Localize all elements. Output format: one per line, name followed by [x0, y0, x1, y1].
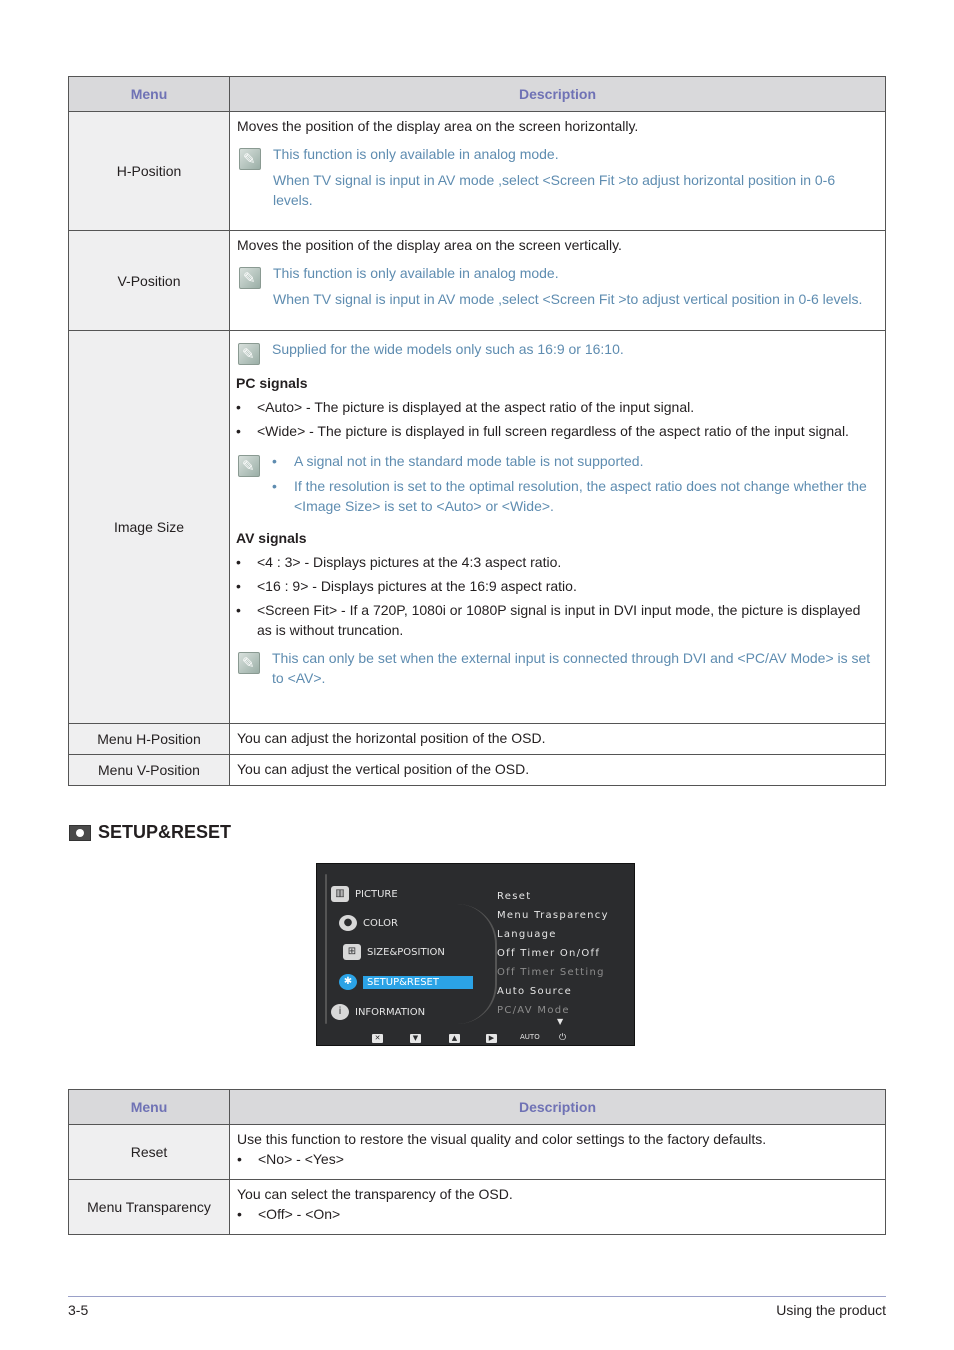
table-row: [69, 724, 886, 755]
note-text: This function is only available in analog mode.: [273, 265, 559, 281]
osd-left-bar: [325, 874, 327, 1024]
osd-item-label: PICTURE: [355, 888, 398, 900]
gear-icon: ✱: [339, 974, 357, 990]
list-item: • <Off> - <On>: [237, 1204, 877, 1224]
palette-icon: ●: [339, 915, 357, 931]
row-menu-reset: Reset: [69, 1125, 230, 1180]
note-text: Supplied for the wide models only such as 16:9 or 16:10.: [272, 341, 624, 357]
row-desc-image-size: [230, 331, 886, 724]
table-row: [69, 231, 886, 331]
row-menu-h-position: H-Position: [69, 112, 230, 231]
list-item: • <Auto> - The picture is displayed at the aspect ratio of the input signal.: [236, 397, 877, 417]
osd-subitem: Reset: [497, 891, 532, 902]
note-list-item: • A signal not in the standard mode table is not supported.: [272, 451, 877, 471]
row-desc-menu-h-position: You can adjust the horizontal position of the OSD.: [230, 724, 886, 755]
row-desc-menu-transparency: [230, 1180, 886, 1235]
arrow-right-icon: ▶: [486, 1034, 497, 1043]
option-list: [237, 1204, 877, 1224]
picture-icon: ▥: [331, 886, 349, 902]
table-row: [69, 755, 886, 786]
osd-item-label: INFORMATION: [355, 1006, 426, 1018]
note-text: This can only be set when the external input is connected through DVI and <PC/AV Mode> is set to <AV>.: [272, 650, 871, 686]
osd-subitem: Language: [497, 929, 557, 940]
table-row: [69, 331, 886, 724]
pc-signals-heading: PC signals: [236, 375, 308, 391]
table-header-row: [69, 77, 886, 112]
note-icon: [238, 455, 260, 477]
close-icon: ✕: [372, 1034, 383, 1043]
row-desc-h-position: [230, 112, 886, 231]
row-menu-menu-v-position: Menu V-Position: [69, 755, 230, 786]
osd-subitem: Off Timer Setting: [497, 967, 605, 978]
osd-button-bar: [317, 1030, 634, 1046]
desc-text: You can select the transparency of the OSD.: [237, 1186, 513, 1202]
osd-subitem: Menu Trasparency: [497, 910, 609, 921]
table-position-settings: [68, 76, 886, 786]
section-title: SETUP&RESET: [98, 822, 232, 842]
av-signals-heading: AV signals: [236, 530, 307, 546]
table-row: [69, 112, 886, 231]
note-text: When TV signal is input in AV mode ,select <Screen Fit >to adjust horizontal position in 0-6 levels.: [273, 172, 836, 208]
note: [237, 263, 877, 309]
note-text: This function is only available in analog mode.: [273, 146, 559, 162]
list-item: • <Wide> - The picture is displayed in full screen regardless of the aspect ratio of the input signal.: [236, 421, 877, 441]
osd-menu-screenshot: [316, 863, 635, 1046]
note: [236, 648, 877, 688]
row-menu-menu-transparency: Menu Transparency: [69, 1180, 230, 1235]
note-icon: [238, 343, 260, 365]
osd-item-label: SIZE&POSITION: [367, 946, 445, 958]
note-icon: [239, 267, 261, 289]
osd-subitem: PC/AV Mode: [497, 1005, 570, 1016]
page-number: 3-5: [68, 1302, 89, 1318]
av-signals-list: [236, 552, 877, 640]
option-list: [237, 1149, 877, 1169]
header-menu: Menu: [69, 1090, 230, 1125]
osd-arc: [457, 904, 497, 1024]
desc-text: Use this function to restore the visual quality and color settings to the factory defaults.: [237, 1131, 767, 1147]
list-item: • <No> - <Yes>: [237, 1149, 877, 1169]
note-text: When TV signal is input in AV mode ,select <Screen Fit >to adjust vertical position in 0-6 levels.: [273, 291, 863, 307]
power-icon: ⏻: [558, 1033, 567, 1043]
table-setup-reset: [68, 1089, 886, 1235]
header-description: Description: [230, 77, 886, 112]
osd-subitem: Off Timer On/Off: [497, 948, 601, 959]
osd-item-information: [331, 1004, 425, 1020]
chapter-title: Using the product: [776, 1302, 886, 1318]
osd-item-label: COLOR: [363, 917, 398, 929]
osd-item-picture: [331, 886, 398, 902]
header-description: Description: [230, 1090, 886, 1125]
info-icon: i: [331, 1004, 349, 1020]
desc-text: Moves the position of the display area on the screen horizontally.: [237, 118, 639, 134]
row-menu-image-size: Image Size: [69, 331, 230, 724]
note: [237, 144, 877, 210]
note: [236, 339, 877, 359]
header-menu: Menu: [69, 77, 230, 112]
row-menu-menu-h-position: Menu H-Position: [69, 724, 230, 755]
pc-signals-list: [236, 397, 877, 441]
osd-item-color: [339, 915, 398, 931]
list-item: • <4 : 3> - Displays pictures at the 4:3 aspect ratio.: [236, 552, 877, 572]
list-item: • <Screen Fit> - If a 720P, 1080i or 1080P signal is input in DVI input mode, the picture is displayed as is without truncation.: [236, 600, 877, 640]
section-heading: [69, 822, 231, 843]
osd-item-size-position: [343, 944, 445, 960]
arrow-up-icon: ▲: [449, 1034, 460, 1043]
row-menu-v-position: V-Position: [69, 231, 230, 331]
osd-subitem: Auto Source: [497, 986, 573, 997]
footer-divider: [68, 1296, 886, 1297]
desc-text: Moves the position of the display area on the screen vertically.: [237, 237, 622, 253]
row-desc-v-position: [230, 231, 886, 331]
note-icon: [239, 148, 261, 170]
row-desc-reset: [230, 1125, 886, 1180]
setup-reset-icon: [69, 825, 91, 841]
auto-label: AUTO: [520, 1033, 540, 1041]
chevron-down-icon: ▼: [557, 1017, 564, 1026]
note-icon: [238, 652, 260, 674]
note-list-item: • If the resolution is set to the optimal resolution, the aspect ratio does not change whether the <Image Size> is set to <Auto> or <Wide>.: [272, 476, 877, 516]
table-row: [69, 1180, 886, 1235]
arrow-down-icon: ▼: [410, 1034, 421, 1043]
osd-item-setup-reset: [339, 974, 473, 990]
osd-item-label-selected: SETUP&RESET: [363, 976, 473, 989]
table-row: [69, 1125, 886, 1180]
list-item: • <16 : 9> - Displays pictures at the 16:9 aspect ratio.: [236, 576, 877, 596]
osd-submenu: [497, 891, 609, 1024]
table-header-row: [69, 1090, 886, 1125]
note: [236, 451, 877, 516]
row-desc-menu-v-position: You can adjust the vertical position of the OSD.: [230, 755, 886, 786]
size-position-icon: ⊞: [343, 944, 361, 960]
